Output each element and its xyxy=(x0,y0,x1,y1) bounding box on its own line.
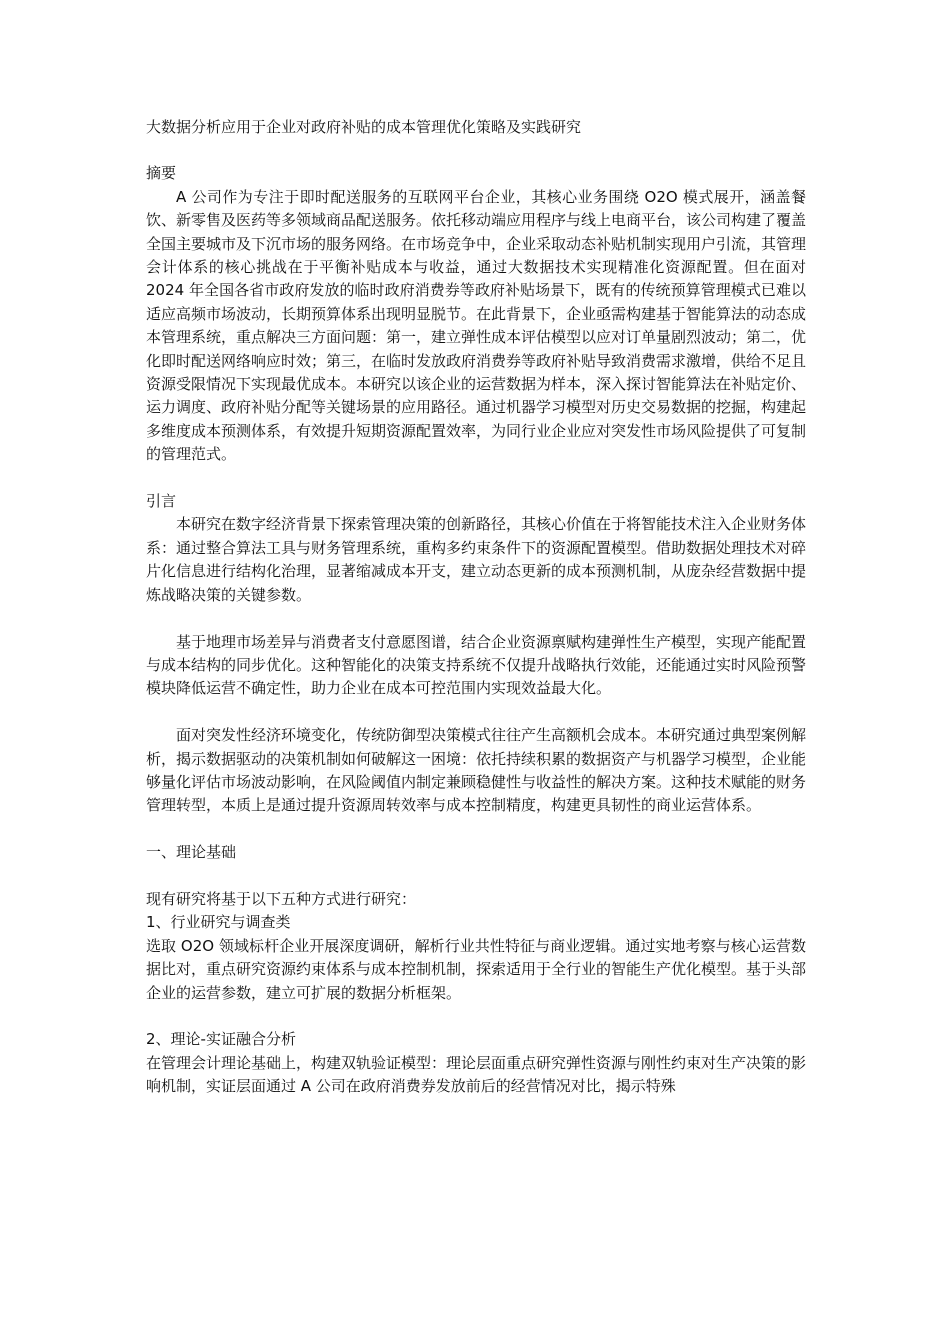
intro-heading: 引言 xyxy=(146,492,177,511)
abstract-paragraph: A 公司作为专注于即时配送服务的互联网平台企业，其核心业务围绕 O2O 模式展开，涵盖餐饮、新零售及医药等多领域商品配送服务。依托移动端应用程序与线上电商平台，该公司构建了覆盖全国主要城市及下沉市场的服务网络。在市场竞争中，企业采取动态补贴机制实现用户引流，其管理会计体系的核心挑战在于平衡补贴成本与收益，通过大数据技术实现精准化资源配置。但在面对 2024 年全国各省市政府发放的临时政府消费券等政府补贴场景下，既有的传统预算管理模式已难以适应高频市场波动，长期预算体系出现明显脱节。在此背景下，企业亟需构建基于智能算法的动态成本管理系统，重点解决三方面问题：第一，建立弹性成本评估模型以应对订单量剧烈波动；第二，优化即时配送网络响应时效；第三，在临时发放政府消费券等政府补贴导致消费需求激增，供给不足且资源受限情况下实现最优成本。本研究以该企业的运营数据为样本，深入探讨智能算法在补贴定价、运力调度、政府补贴分配等关键场景的应用路径。通过机器学习模型对历史交易数据的挖掘，构建起多维度成本预测体系，有效提升短期资源配置效率，为同行业企业应对突发性市场风险提供了可复制的管理范式。 xyxy=(146,187,807,464)
section-1-lead: 现有研究将基于以下五种方式进行研究： xyxy=(146,889,417,908)
subsection-1-heading: 1、行业研究与调查类 xyxy=(146,913,291,932)
abstract-heading: 摘要 xyxy=(146,164,177,183)
subsection-2-heading: 2、理论-实证融合分析 xyxy=(146,1030,296,1049)
intro-paragraph-2: 基于地理市场差异与消费者支付意愿图谱，结合企业资源禀赋构建弹性生产模型，实现产能配置与成本结构的同步优化。这种智能化的决策支持系统不仅提升战略执行效能，还能通过实时风险预警模块降低运营不确定性，助力企业在成本可控范围内实现效益最大化。 xyxy=(146,632,807,698)
section-1-heading: 一、理论基础 xyxy=(146,843,237,862)
spacer xyxy=(146,865,806,888)
spacer xyxy=(146,701,806,724)
subsection-2-paragraph: 在管理会计理论基础上，构建双轨验证模型：理论层面重点研究弹性资源与刚性约束对生产决策的影响机制，实证层面通过 A 公司在政府消费券发放前后的经营情况对比，揭示特殊 xyxy=(146,1053,807,1096)
intro-paragraph-3: 面对突发性经济环境变化，传统防御型决策模式往往产生高额机会成本。本研究通过典型案例解析，揭示数据驱动的决策机制如何破解这一困境：依托持续积累的数据资产与机器学习模型，企业能够量化评估市场波动影响，在风险阈值内制定兼顾稳健性与收益性的解决方案。这种技术赋能的财务管理转型，本质上是通过提升资源周转效率与成本控制精度，构建更具韧性的商业运营体系。 xyxy=(146,726,807,815)
spacer xyxy=(146,818,806,841)
document-title: 大数据分析应用于企业对政府补贴的成本管理优化策略及实践研究 xyxy=(146,118,582,136)
document-page xyxy=(146,116,806,1099)
spacer xyxy=(146,467,806,490)
intro-paragraph-1: 本研究在数字经济背景下探索管理决策的创新路径，其核心价值在于将智能技术注入企业财务体系：通过整合算法工具与财务管理系统，重构多约束条件下的资源配置模型。借助数据处理技术对碎片化信息进行结构化治理，显著缩减成本开支，建立动态更新的成本预测机制，从庞杂经营数据中提炼战略决策的关键参数。 xyxy=(146,515,807,604)
spacer xyxy=(146,1005,806,1028)
spacer xyxy=(146,607,806,630)
subsection-1-paragraph: 选取 O2O 领域标杆企业开展深度调研，解析行业共性特征与商业逻辑。通过实地考察与核心运营数据比对，重点研究资源约束体系与成本控制机制，探索适用于全行业的智能生产优化模型。基于头部企业的运营参数，建立可扩展的数据分析框架。 xyxy=(146,936,807,1002)
